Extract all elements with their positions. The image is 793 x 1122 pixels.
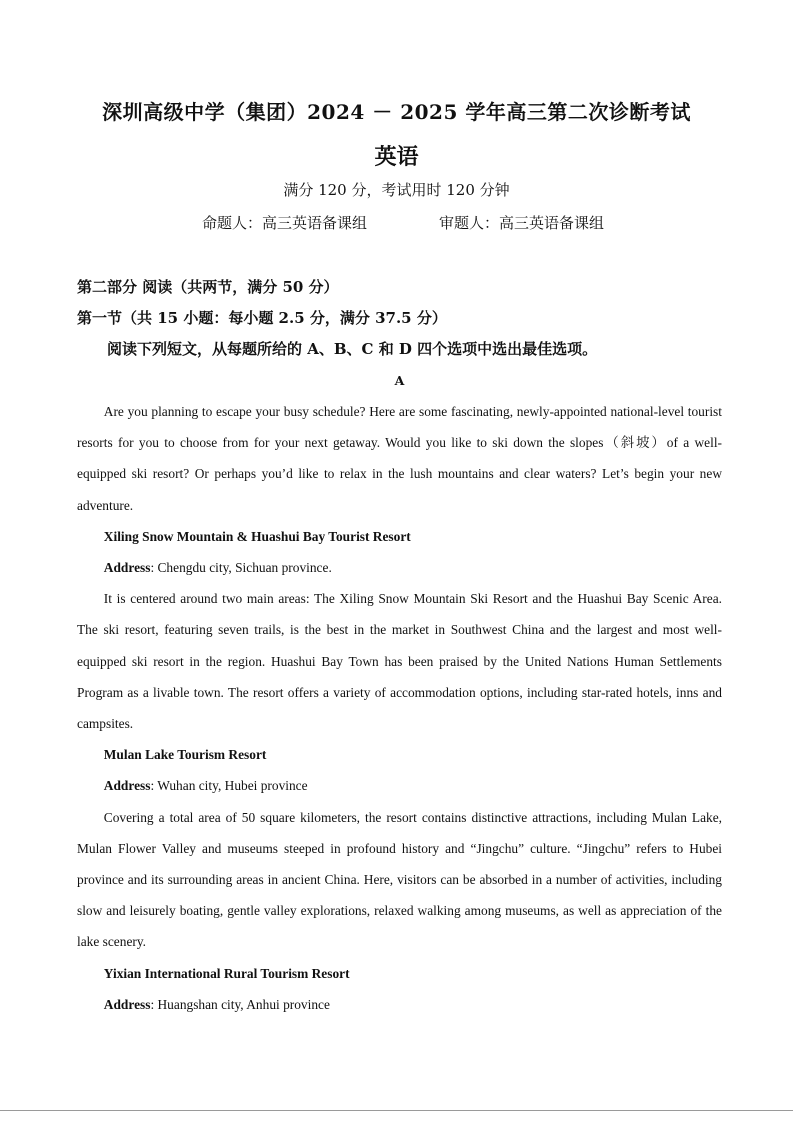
address-label: Address [103,996,151,1012]
resort-name: Yixian International Rural Tourism Resort [103,965,350,981]
reviewer: 审题人：高三英语备课组 [439,214,605,232]
section-heading: 第一节（共 15 小题：每小题 2.5 分，满分 37.5 分） [77,309,447,327]
address-value: : Wuhan city, Hubei province [150,778,308,794]
instruction: 阅读下列短文，从每题所给的 A、B、C 和 D 四个选项中选出最佳选项。 [107,340,598,358]
subject-title: 英语 [374,144,419,170]
resort-address [77,552,722,583]
resort-address [77,989,722,1020]
score-and-time: 满分 120 分，考试用时 120 分钟 [283,181,510,199]
address-value: : Chengdu city, Sichuan province. [150,560,332,576]
author-line [202,212,604,233]
address-value: : Huangshan city, Anhui province [150,996,330,1012]
footer-divider [0,1110,793,1111]
resort-description: Covering a total area of 50 square kilometers, the resort contains distinctive attractions, including Mulan Lake, Mulan Flower Valley and museums steeped in profound history and “Jingchu” culture. “Jingchu” refers to Hubei province and its surrounding areas in ancient China. Here, visitors can be absorbed in a number of activities, including slow and leisurely boating, gentle valley explorations, relaxed walking among museums, as well as appreciation of the lake scenery. [77,809,722,950]
passage-label: A [394,373,405,388]
part-heading: 第二部分 阅读（共两节，满分 50 分） [77,278,339,296]
passage-intro: Are you planning to escape your busy schedule? Here are some fascinating, newly-appointed national-level tourist resorts for you to choose from for your next getaway. Would you like to ski down the slopes（斜坡）of a well-equipped ski resort? Or perhaps you’d like to relax in the lush mountains and clear waters? Let’s begin your new adventure. [77,404,722,513]
resort-name: Xiling Snow Mountain & Huashui Bay Tourist Resort [103,528,411,544]
resort-address [77,770,722,801]
address-label: Address [103,778,151,794]
address-label: Address [103,560,151,576]
exam-title: 深圳高级中学（集团）2024 － 2025 学年高三第二次诊断考试 [102,100,691,124]
resort-name: Mulan Lake Tourism Resort [103,747,267,763]
resort-description: It is centered around two main areas: The Xiling Snow Mountain Ski Resort and the Huashui Bay Scenic Area. The ski resort, featuring seven trails, is the best in the market in Southwest China and the largest and most well-equipped ski resort in the region. Huashui Bay Town has been praised by the United Nations Human Settlements Program as a livable town. The resort offers a variety of accommodation options, including star-rated hotels, inns and campsites. [77,591,722,732]
author: 命题人：高三英语备课组 [202,214,368,232]
exam-body [77,272,722,1020]
